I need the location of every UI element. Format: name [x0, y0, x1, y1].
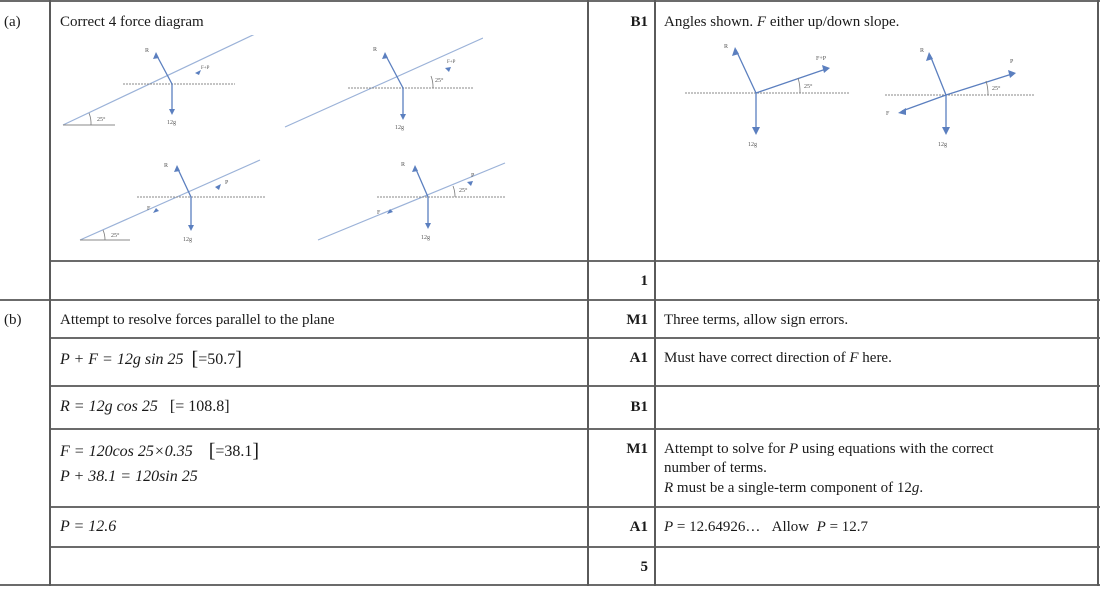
a-heading: Correct 4 force diagram [60, 14, 204, 30]
row-divider [50, 385, 1100, 387]
mark-b4: M1 [626, 441, 648, 457]
b4-guidance-line2: number of terms. [664, 460, 767, 476]
svg-text:R: R [920, 48, 925, 54]
a-guidance [664, 13, 899, 31]
row-divider [50, 428, 1100, 430]
part-label-a: (a) [4, 14, 21, 30]
b2-guidance-pre: Must have correct direction of [664, 350, 850, 366]
b2-guidance [664, 349, 892, 367]
b4-guidance-g: g [911, 480, 920, 496]
svg-text:25°: 25° [804, 84, 813, 90]
mark-a: B1 [630, 14, 648, 30]
b4-working-line1: F = 120cos 25×0.35 [=38.1] [60, 440, 260, 462]
svg-text:R: R [164, 163, 169, 169]
svg-text:25°: 25° [97, 117, 106, 123]
b4-guidance-line1 [664, 440, 994, 458]
a-guidance-F: F [756, 14, 767, 30]
column-divider-mark [587, 0, 589, 586]
row-divider [50, 506, 1100, 508]
svg-text:12g: 12g [938, 142, 947, 148]
b1-working: Attempt to resolve forces parallel to the plane [60, 312, 335, 328]
force-diagram-1 [55, 35, 255, 135]
total-a: 1 [640, 273, 648, 289]
svg-text:F: F [147, 206, 151, 212]
svg-text:P: P [1010, 59, 1014, 65]
svg-text:P: P [471, 173, 475, 179]
force-diagram-2 [283, 35, 483, 135]
force-diagram-4 [315, 155, 515, 245]
b4-guidance-pre: Attempt to solve for [664, 441, 789, 457]
b4-equation-1: F = 120cos 25×0.35 [60, 443, 193, 460]
b2-guidance-post: here. [858, 350, 892, 366]
b4-guidance-post: using equations with the correct [798, 441, 994, 457]
b5-P-1: P [664, 519, 674, 535]
b4-value-1: =38.1 [215, 443, 253, 460]
svg-text:25°: 25° [992, 86, 1001, 92]
table-right-border [1097, 0, 1099, 586]
column-divider-part [49, 0, 51, 586]
b3-value: [= 108.8] [169, 398, 230, 415]
svg-text:25°: 25° [459, 188, 468, 194]
svg-text:F+P: F+P [447, 60, 456, 65]
svg-text:25°: 25° [111, 233, 120, 239]
b2-guidance-F: F [849, 350, 859, 366]
mark-b5: A1 [629, 519, 648, 535]
svg-text:P: P [225, 180, 229, 186]
column-divider-guidance [654, 0, 656, 586]
b4-guidance-line3-text: must be a single-term component of 12 [673, 480, 912, 496]
b4-working-line2 [60, 468, 198, 486]
table-bottom-border [0, 584, 1100, 586]
svg-text:R: R [145, 48, 150, 54]
svg-text:R: R [373, 47, 378, 53]
section-divider [0, 299, 1100, 301]
a-guidance-rest: either up/down slope. [766, 14, 900, 30]
force-diagram-guidance-1 [680, 38, 860, 148]
mark-b1: M1 [626, 312, 648, 328]
table-top-border [0, 0, 1100, 2]
b4-equation-2: P + 38.1 = 120sin 25 [60, 468, 198, 485]
b5-allow: Allow [771, 519, 810, 535]
b4-guidance-line3: R must be a single-term component of 12g. [664, 480, 924, 496]
part-label-b: (b) [4, 312, 22, 328]
mark-b2: A1 [629, 350, 648, 366]
b1-guidance: Three terms, allow sign errors. [664, 312, 849, 328]
b4-guidance-R: R [664, 480, 674, 496]
svg-text:12g: 12g [395, 125, 404, 131]
a-guidance-text: Angles shown. [664, 14, 754, 30]
row-divider [50, 337, 1100, 339]
force-diagram-3 [75, 155, 275, 245]
force-diagram-guidance-2 [880, 38, 1060, 148]
row-divider [50, 546, 1100, 548]
b5-equation: P = 12.6 [60, 518, 117, 535]
mark-b3: B1 [630, 399, 648, 415]
svg-text:F+P: F+P [201, 66, 210, 71]
b5-value-2: = 12.7 [829, 519, 869, 535]
svg-text:25°: 25° [435, 78, 444, 84]
b3-working [60, 398, 230, 416]
b4-guidance-P: P [788, 441, 799, 457]
svg-text:12g: 12g [183, 237, 192, 243]
row-divider [50, 260, 1100, 262]
b5-guidance [664, 518, 868, 536]
b2-equation: P + F = 12g sin 25 [60, 351, 184, 368]
svg-text:F: F [377, 210, 381, 216]
b2-working: P + F = 12g sin 25 [=50.7] [60, 348, 242, 370]
b5-working [60, 518, 116, 536]
svg-text:R: R [401, 162, 406, 168]
svg-text:12g: 12g [167, 120, 176, 126]
b3-equation: R = 12g cos 25 [60, 398, 158, 415]
b5-value-1: = 12.64926… [676, 519, 761, 535]
svg-text:F+P: F+P [816, 56, 827, 62]
svg-text:R: R [724, 44, 729, 50]
svg-text:F: F [886, 111, 890, 117]
b2-value: =50.7 [198, 351, 236, 368]
total-b: 5 [640, 559, 648, 575]
b5-P-2: P [816, 519, 826, 535]
svg-text:12g: 12g [421, 235, 430, 241]
svg-text:12g: 12g [748, 142, 757, 148]
